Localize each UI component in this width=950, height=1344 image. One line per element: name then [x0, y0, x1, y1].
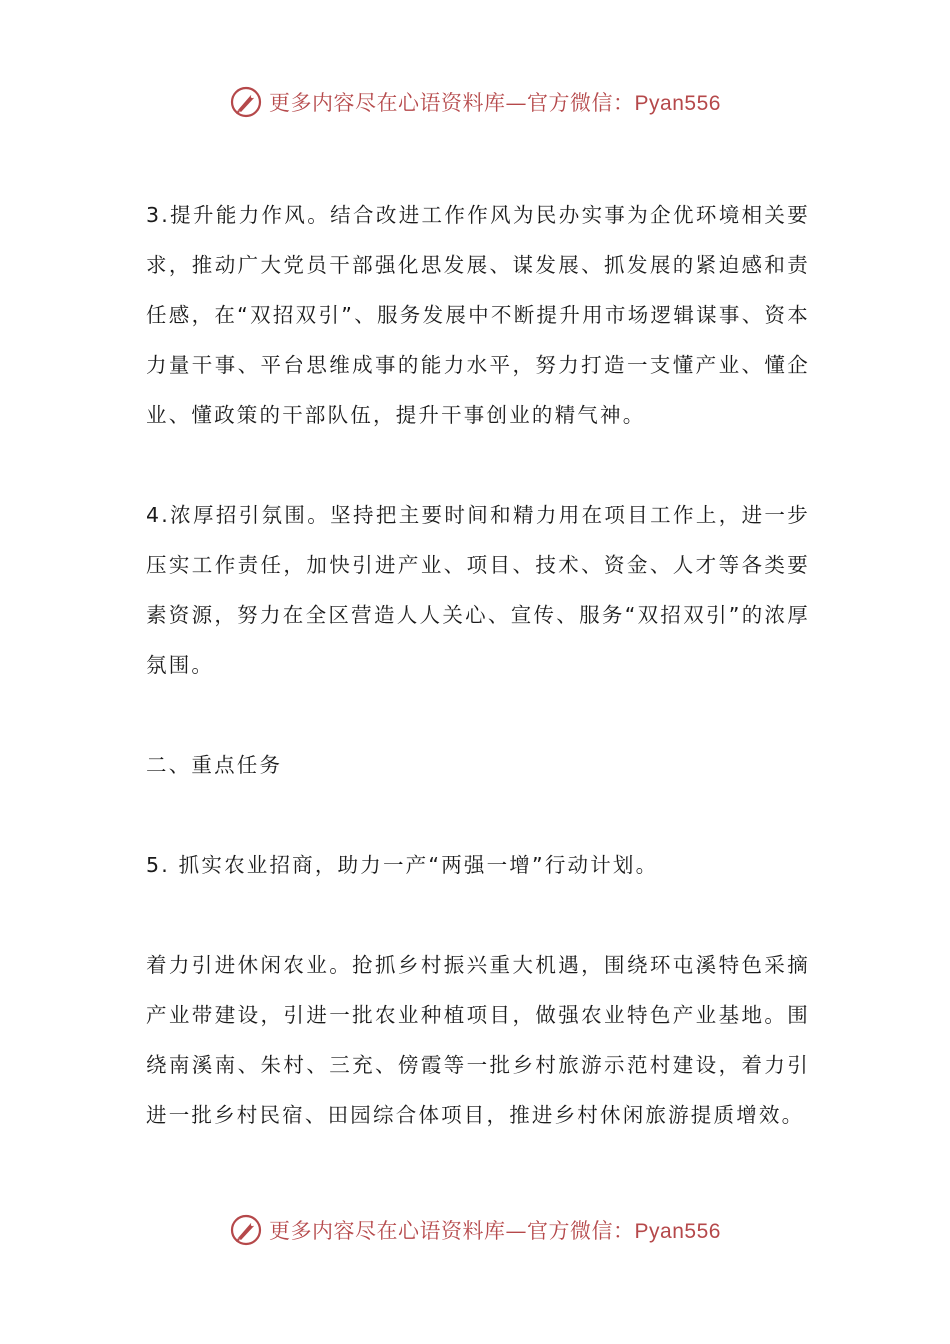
paragraph-ability-style: 3.提升能力作风。结合改进工作作风为民办实事为企优环境相关要求，推动广大党员干部强化思发展、谋发展、抓发展的紧迫感和责任感，在“双招双引”、服务发展中不断提升用市场逻辑谋事、资本力量干事、平台思维成事的能力水平，努力打造一支懂产业、懂企业、懂政策的干部队伍，提升干事创业的精气神。	[146, 203, 810, 427]
paragraph-leisure-agriculture: 着力引进休闲农业。抢抓乡村振兴重大机遇，围绕环屯溪特色采摘产业带建设，引进一批农业种植项目，做强农业特色产业基地。围绕南溪南、朱村、三充、傍霞等一批乡村旅游示范村建设，着力引进一批乡村民宿、田园综合体项目，推进乡村休闲旅游提质增效。	[146, 953, 810, 1127]
section-heading-key-tasks: 二、重点任务	[146, 753, 283, 777]
watermark-footer	[0, 1210, 950, 1250]
subheading-agriculture: 5. 抓实农业招商，助力一产“两强一增”行动计划。	[146, 853, 659, 877]
pen-nib-logo-icon	[229, 85, 263, 119]
watermark-text: 更多内容尽在心语资料库—官方微信：Pyan556	[269, 91, 721, 115]
paragraph-atmosphere: 4.浓厚招引氛围。坚持把主要时间和精力用在项目工作上，进一步压实工作责任，加快引进产业、项目、技术、资金、人才等各类要素资源，努力在全区营造人人关心、宣传、服务“双招双引”的浓厚氛围。	[146, 503, 810, 677]
document-body	[146, 190, 810, 1190]
watermark-header	[0, 82, 950, 122]
pen-nib-logo-icon	[229, 1213, 263, 1247]
watermark-text: 更多内容尽在心语资料库—官方微信：Pyan556	[269, 1219, 721, 1243]
